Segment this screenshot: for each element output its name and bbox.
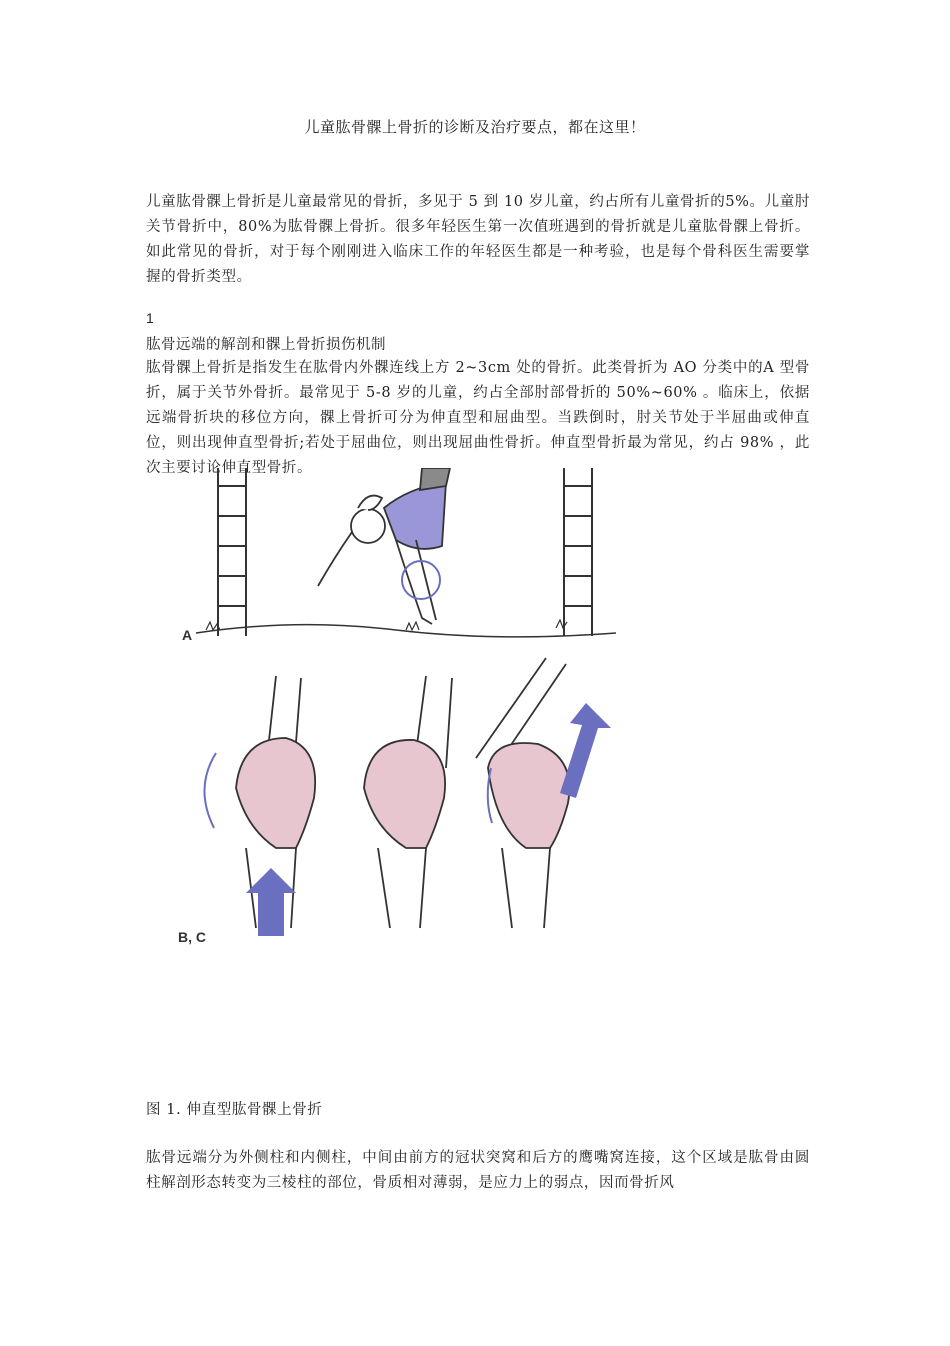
elbow-highlight-circle <box>402 561 440 599</box>
elbow-diagram-2 <box>364 676 452 928</box>
section-paragraph: 肱骨髁上骨折是指发生在肱骨内外髁连线上方 2~3cm 处的骨折。此类骨折为 AO 分类中的A 型骨折，属于关节外骨折。最常见于 5-8 岁的儿童，约占全部肘部骨折的 50%~60% 。临床上，依据远端骨折块的移位方向，髁上骨折可分为伸直型和屈曲型。当跌倒时，肘关节处于半屈曲或伸直位，则出现伸直型骨折;若处于屈曲位，则出现屈曲性骨折。伸直型骨折最为常见，约占 98% ，此次主要讨论伸直型骨折。 <box>146 360 810 476</box>
intro-paragraph: 儿童肱骨髁上骨折是儿童最常见的骨折，多见于 5 到 10 岁儿童，约占所有儿童骨折的5%。儿童肘关节骨折中，80%为肱骨髁上骨折。很多年轻医生第一次值班遇到的骨折就是儿童肱骨髁上骨折。如此常见的骨折，对于每个刚刚进入临床工作的年轻医生都是一种考验，也是每个骨科医生需要掌握的骨折类型。 <box>146 194 810 285</box>
elbow-diagram-1 <box>204 676 315 936</box>
article-title: 儿童肱骨髁上骨折的诊断及治疗要点，都在这里！ <box>304 118 646 136</box>
section-number: 1 <box>146 310 154 326</box>
figure-caption: 图 1. 伸直型肱骨髁上骨折 <box>146 1102 323 1118</box>
elbow-diagram-3 <box>476 658 611 928</box>
fracture-mechanism-illustration <box>146 468 686 963</box>
falling-child <box>318 468 450 624</box>
anatomy-paragraph: 肱骨远端分为外侧柱和内侧柱，中间由前方的冠状突窝和后方的鹰嘴窝连接，这个区域是肱骨由圆柱解剖形态转变为三棱柱的部位，骨质相对薄弱，是应力上的弱点，因而骨折风 <box>146 1150 810 1191</box>
panel-bc-label: B, C <box>178 929 206 945</box>
section-title: 肱骨远端的解剖和髁上骨折损伤机制 <box>146 337 386 353</box>
panel-a-label: A <box>182 627 193 643</box>
